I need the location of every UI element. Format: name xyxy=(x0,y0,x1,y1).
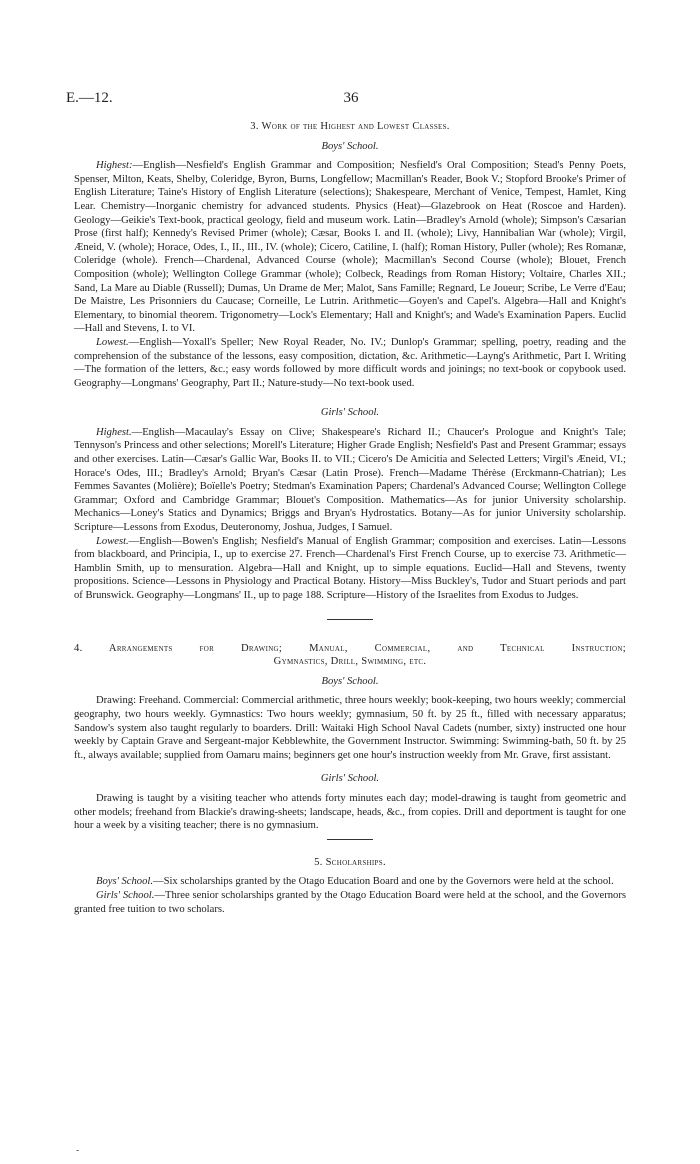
lowest-text: —English—Yoxall's Speller; New Royal Reader, No. IV.; Dunlop's Grammar; spelling, poetry, reading and the comprehension of the substance of the lessons, easy composition, dictation, &c. Arithmetic—Layng's Arithmetic, Part I. Writing—The formation of the letters, &c.; easy words followed by more difficult words and joinings; no text-book or copybook used. Geography—Longmans' Geography, Part II.; Nature-study—No text-book used. xyxy=(74,336,626,389)
section-4-title-line-1: 4. Arrangements for Drawing; Manual, Commercial, and Technical Instruction; xyxy=(74,642,626,654)
footer-mark: - xyxy=(76,1145,80,1156)
page-header xyxy=(66,90,636,110)
section-3-girls-highest xyxy=(74,426,626,535)
section-3-boys-highest xyxy=(74,159,626,336)
highest-label: Highest: xyxy=(96,160,133,172)
section-3-girls-lowest xyxy=(74,535,626,603)
section-3-boys-heading: Boys' School. xyxy=(321,140,379,152)
section-4-boys-text: Drawing: Freehand. Commercial: Commercial arithmetic, three hours weekly; book-keeping, two hours weekly; commercial geography, two hours weekly. Gymnastics: Two hours weekly; gymnasium, 50 ft. by 25 ft., filled with necessary apparatus; Sandow's system also taught regularly to boarders. Drill: Waitaki High School Naval Cadets (number, sixty) instructed one hour weekly by Captain Grave and Sergeant-major Kebblewhite, the Government Instructor. Swimming: Swimming-bath, 50 ft. by 25 ft., always available; supplied from Oamaru mains; beginners get one hour's instruction weekly from Mr. Grave, first assistant. xyxy=(74,695,626,761)
section-3-boys-lowest xyxy=(74,336,626,390)
section-4-girls-heading: Girls' School. xyxy=(320,773,380,785)
girls-school-label: Girls' School. xyxy=(96,889,155,901)
section-4-girls-text: Drawing is taught by a visiting teacher who attends forty minutes each day; model-drawing is taught from geometric and other models; freehand from Blackie's drawing-sheets; landscape, heads, &c., from copies. Drill and deportment is taught for one hour a week by a visiting teacher; there is no gymnasium. xyxy=(74,792,626,832)
section-3-girls-heading: Girls' School. xyxy=(320,407,380,419)
section-4-title-line-2: Gymnastics, Drill, Swimming, etc. xyxy=(273,656,427,668)
boys-school-text: —Six scholarships granted by the Otago Education Board and one by the Governors were held at the school. xyxy=(153,876,614,888)
section-4-boys-heading: Boys' School. xyxy=(321,675,379,687)
highest-label: Highest. xyxy=(96,426,132,438)
page-body xyxy=(74,120,626,916)
highest-text: —English—Nesfield's English Grammar and Composition; Nesfield's Oral Composition; Stead's Penny Poets, Spenser, Milton, Keats, Shelby, Coleridge, Byron, Burns, Longfellow; Macmillan's Reader, Book V.; Stopford Brooke's Primer of English Literature; Taine's History of English Literature (selections); Shakespeare, Merchant of Venice, Tempest, Hamlet, King Lear. Chemistry—Inorganic chemistry for advanced students. Physics (Heat)—Glazebrook on Heat (Roscoe and Harden). Geology—Geikie's Text-book, practical geology, field and museum work. Latin—Bradley's Arnold (whole); Simpson's Cæsarian Prose (first half); Kennedy's Revised Primer (whole); Cæsar, Books I. and II. (whole); Livy, Hannibalian War (whole); Virgil, Æneid, V. (whole); Horace, Odes, I., II., III., IV. (whole); Cicero, Catiline, I. (half); Roman History, Puller (whole); Res Romanæ, Coleridge (whole). French—Chardenal, Advanced Course (whole); Macmillan's Second Course (whole); Blouet, French Composition (whole); Wellington College Grammar (whole); Colbeck, Readings from Roman History; Voltaire, Charles XII.; Sand, La Mare au Diable (Russell); Dumas, Un Drame de Mer; Malot, Sans Famille; Regnard, Le Joueur; Scribe, Le Verre d'Eau; De Maistre, Les Prisonniers du Caucase; Corneille, Le Lutrin. Arithmetic—Goyen's and Capel's. Algebra—Hall and Knight's Elementary, to binomial theorem. Trigonometry—Lock's Elementary; Hall and Knight's; and Wade's Examination Papers. Euclid—Hall and Stevens, I. to VI. xyxy=(74,160,626,335)
lowest-label: Lowest. xyxy=(96,336,129,348)
page-number: 36 xyxy=(343,90,359,106)
highest-text: —English—Macaulay's Essay on Clive; Shakespeare's Richard II.; Chaucer's Prologue and Knight's Tale; Tennyson's Princess and other selections; Morell's Literature; Higher Grade English; Nesfield's Past and Present Grammar; essays and other exercises. Latin—Cæsar's Gallic War, Books II. to VII.; Cicero's De Amicitia and Selected Letters; Virgil's Æneid, VI.; Horace's Odes, III.; Bradley's Arnold; Bryan's Cæsar (Latin Prose). French—Madame Thérèse (Erckmann-Chatrian); Les Femmes Savantes (Molière); Boïelle's Poetry; Stedman's Examination Papers; Chardenal's Advanced Course; Wellington College Grammar; Oxford and Cambridge Grammar; Blouet's Composition. Mathematics—As for junior University scholarship. Mechanics—Loney's Statics and Dynamics; Briggs and Bryan's Hydrostatics. Botany—As for junior University scholarship. Scripture—Lessons from Exodus, Deuteronomy, Joshua, Judges, I Samuel. xyxy=(74,426,626,534)
lowest-text: —English—Bowen's English; Nesfield's Manual of English Grammar; composition and exercises. Latin—Lessons from blackboard, and Principia, I., up to exercise 27. French—Chardenal's First French Course, up to exercise 73. Arithmetic—Hamblin Smith, up to mensuration. Algebra—Hall and Knight, up to simple equations. Euclid—Hall and Stevens, twenty propositions. Science—Lessons in Physiology and Practical Botany. History—Miss Buckley's, Tudor and Stuart periods and part of Brunswick. Geography—Longmans' II., up to page 188. Scripture—History of the Israelites from Exodus to Judges. xyxy=(74,535,626,601)
lowest-label: Lowest. xyxy=(96,535,129,547)
girls-school-text: —Three senior scholarships granted by the Otago Education Board were held at the school, and the Governors granted free tuition to two scholars. xyxy=(74,889,626,915)
section-5-title: 5. Scholarships. xyxy=(314,856,386,868)
document-reference: E.—12. xyxy=(66,90,113,106)
section-5-girls xyxy=(74,889,626,916)
boys-school-label: Boys' School. xyxy=(96,876,153,888)
section-5-boys xyxy=(74,875,626,889)
section-3-title: 3. Work of the Highest and Lowest Classes. xyxy=(250,121,450,132)
